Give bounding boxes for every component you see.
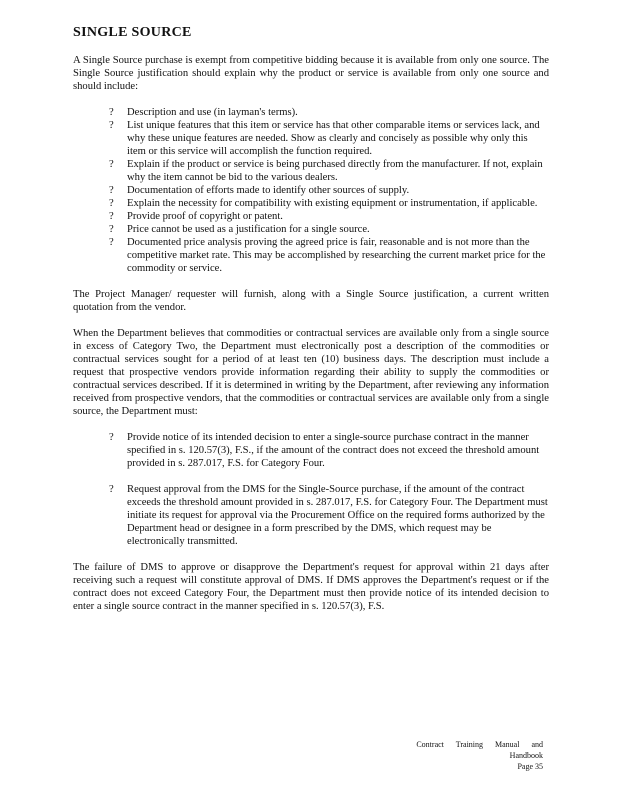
department-actions-list [73,431,549,548]
page-title: SINGLE SOURCE [73,25,192,40]
document-body [73,54,549,626]
department-paragraph: When the Department believes that commodities or contractual services are available only from a single source in excess of Category Two, the Department must electronically post a description of the commodities or contractual services sought for a period of at least ten (10) business days. The description must include a request that prospective vendors provide information regarding their ability to supply the commodities or contractual services described. If it is determined in writing by the Department, after reviewing any information received from prospective vendors, that the commodities or contractual services are available only from a single source, the Department must: [73,328,549,417]
bullet-mark: ? [109,107,114,118]
list-item: ? Explain the necessity for compatibility with existing equipment or instrumentation, if applicable. [109,198,538,209]
list-item: ? Description and use (in layman's terms). [109,107,298,118]
list-item: ? Provide proof of copyright or patent. [109,211,283,222]
list-item: ? Documentation of efforts made to identify other sources of supply. [109,185,410,196]
list-item: ? Provide notice of its intended decision to enter a single-source purchase contract in the manner specified in s. 120.57(3), F.S., if the amount of the contract does not exceed the threshold amount provided in s. 287.017, F.S. for Category Four. [109,432,540,469]
footer-manual-title: Contract Training Manual and Handbook [416,740,543,760]
bullet-mark: ? [109,185,114,196]
footer-page-number: Page 35 [517,762,543,771]
list-item: ? Explain if the product or service is being purchased directly from the manufacturer. If not, explain why the item cannot be bid to the various dealers. [109,159,543,183]
intro-paragraph: A Single Source purchase is exempt from competitive bidding because it is available from only one source. The Single Source justification should explain why the product or service is available from only one source and should include: [73,55,549,92]
manager-paragraph: The Project Manager/ requester will furnish, along with a Single Source justification, a current written quotation from the vendor. [73,289,549,313]
bullet-mark: ? [109,484,114,495]
bullet-mark: ? [109,224,114,235]
bullet-mark: ? [109,159,114,170]
bullet-mark: ? [109,120,114,131]
bullet-mark: ? [109,198,114,209]
page-footer [383,739,543,772]
list-item: ? Request approval from the DMS for the Single-Source purchase, if the amount of the contract exceeds the threshold amount provided in s. 287.017, F.S. for Category Four. The Department must initiate its request for approval via the Procurement Office on the required forms authorized by the Department head or designee in a form prescribed by the DMS, which request may be electronically transmitted. [109,484,548,547]
bullet-mark: ? [109,237,114,248]
list-item: ? List unique features that this item or service has that other comparable items or services lack, and why these unique features are needed. Show as clearly and concisely as possible why only this item or this service will accomplish the function required. [109,120,540,157]
list-item: ? Documented price analysis proving the agreed price is fair, reasonable and is not more than the competitive market rate. This may be accomplished by researching the current market price for the commodity or service. [109,237,546,274]
bullet-mark: ? [109,211,114,222]
list-item: ? Price cannot be used as a justification for a single source. [109,224,370,235]
bullet-mark: ? [109,432,114,443]
requirements-list [73,106,549,275]
dms-paragraph: The failure of DMS to approve or disapprove the Department's request for approval within 21 days after receiving such a request will constitute approval of DMS. If DMS approves the Department's request or if the contract does not exceed Category Four, the Department must then provide notice of its intended decision to enter a single source contract in the manner specified in s. 120.57(3), F.S. [73,562,549,612]
